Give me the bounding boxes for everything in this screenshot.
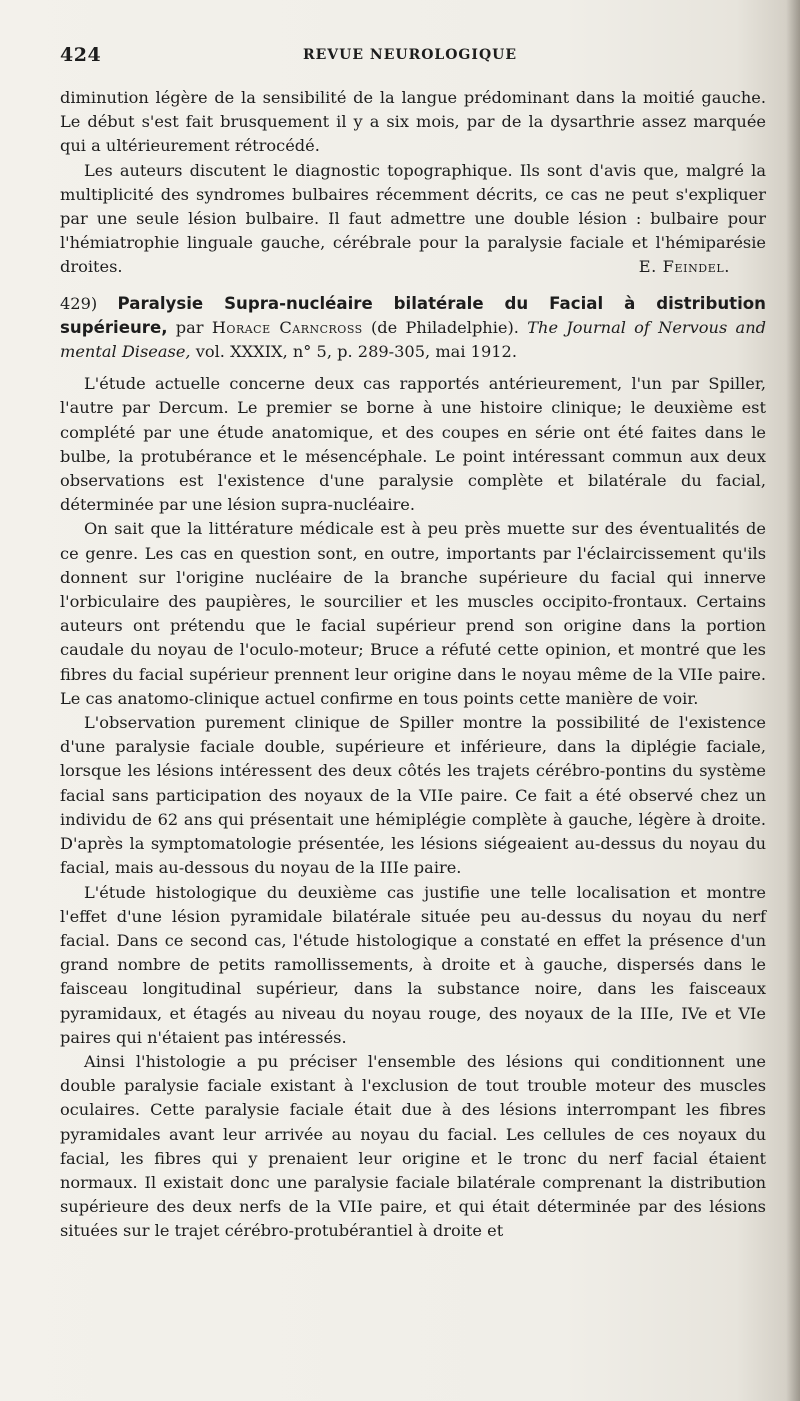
paragraph: Les auteurs discutent le diagnostic topographique. Ils sont d'avis que, malgré la multiplicité des syndromes bulbaires récemment décrits, ce cas ne peut s'expliquer par une seule lésion bulbaire. Il faut admettre une double lésion : bulbaire pour l'hémiatrophie linguale gauche, cérébrale pour la paralysie faciale et l'hémiparésie droites.	[60, 160, 766, 277]
entry-heading-text	[60, 292, 766, 365]
entry-author: Horace Carncross	[211, 317, 363, 337]
paragraph: diminution légère de la sensibilité de la langue prédominant dans la moitié gauche. Le début s'est fait brusquement il y a six mois, par de la dysarthrie assez marquée qui a ultérieurement rétrocédé.	[60, 88, 766, 156]
paragraph: L'étude histologique du deuxième cas justifie une telle localisation et montre l'effet d'une lésion pyramidale bilatérale située peu au-dessus du noyau du nerf facial. Dans ce second cas, l'étude histologique a constaté en effet la présence d'un grand nombre de petits ramollissements, à droite et à gauche, dispersés dans le faisceau longitudinal supérieur, dans la substance noire, dans les faisceaux pyramidaux, et étagés au niveau du noyau rouge, des noyaux de la IIIe, IVe et VIe paires qui n'étaient pas intéressés.	[60, 882, 766, 1047]
entry-citation: vol. XXXIX, n° 5, p. 289-305, mai 1912.	[195, 342, 517, 362]
paragraph: L'observation purement clinique de Spiller montre la possibilité de l'existence d'une paralysie faciale double, supérieure et inférieure, dans la diplégie faciale, lorsque les lésions intéressent des deux côtés les trajets cérébro-pontins du système facial sans participation des noyaux de la VIIe paire. Ce fait a été observé chez un individu de 62 ans qui présentait une hémiplégie complète à gauche, légère à droite. D'après la symptomatologie présentée, les lésions siégeaient au-dessus du noyau du facial, mais au-dessous du noyau de la IIIe paire.	[60, 713, 766, 878]
text-column	[60, 86, 766, 1244]
paragraph: On sait que la littérature médicale est à peu près muette sur des éventualités de ce genre. Les cas en question sont, en outre, importants par l'éclaircissement qu'ils donnent sur l'origine nucléaire de la branche supérieure du facial qui innerve l'orbiculaire des paupières, le sourcilier et les muscles occipito-frontaux. Certains auteurs ont prétendu que le facial supérieur prend son origine dans la portion caudale du noyau de l'oculo-moteur; Bruce a réfuté cette opinion, et montré que les fibres du facial supérieur prennent leur origine dans le noyau même de la VIIe paire. Le cas anatomo-clinique actuel confirme en tous points cette manière de voir.	[60, 519, 766, 708]
entry-by: par	[175, 317, 204, 337]
page-edge-shadow	[786, 0, 800, 1401]
entry-journal: The Journal of Nervous and mental Disease,	[60, 317, 766, 362]
entry-number: 429)	[60, 293, 98, 313]
author-signature: E. Feindel.	[638, 257, 730, 277]
entry-heading	[60, 292, 766, 365]
entry-title: Paralysie Supra-nucléaire bilatérale du Facial à distribution supérieure,	[60, 293, 766, 337]
entry-affiliation: (de Philadelphie).	[370, 317, 519, 337]
page-number: 424	[60, 44, 102, 66]
paragraph: Ainsi l'histologie a pu préciser l'ensemble des lésions qui conditionnent une double paralysie faciale existant à l'exclusion de tout trouble moteur des muscles oculaires. Cette paralysie faciale était due à des lésions interrompant les fibres pyramidales avant leur arrivée au noyau du facial. Les cellules de ces noyaux du facial, les fibres qui y prenaient leur origine et le tronc du nerf facial étaient normaux. Il existait donc une paralysie faciale bilatérale comprenant la distribution supérieure des deux nerfs de la VIIe paire, et qui était déterminée par des lésions situées sur le trajet cérébro-protubérantiel à droite et	[60, 1051, 766, 1241]
signature-line	[60, 255, 766, 279]
running-head	[60, 44, 760, 68]
paragraph: L'étude actuelle concerne deux cas rapportés antérieurement, l'un par Spiller, l'autre par Dercum. Le premier se borne à une histoire clinique; le deuxième est complété par une étude anatomique, et des coupes en série ont été faites dans le bulbe, la protubérance et le mésencéphale. Le point intéressant commun aux deux observations est l'existence d'une paralysie complète et bilatérale du facial, déterminée par une lésion supra-nucléaire.	[60, 374, 766, 515]
journal-title: REVUE NEUROLOGIQUE	[302, 47, 518, 63]
